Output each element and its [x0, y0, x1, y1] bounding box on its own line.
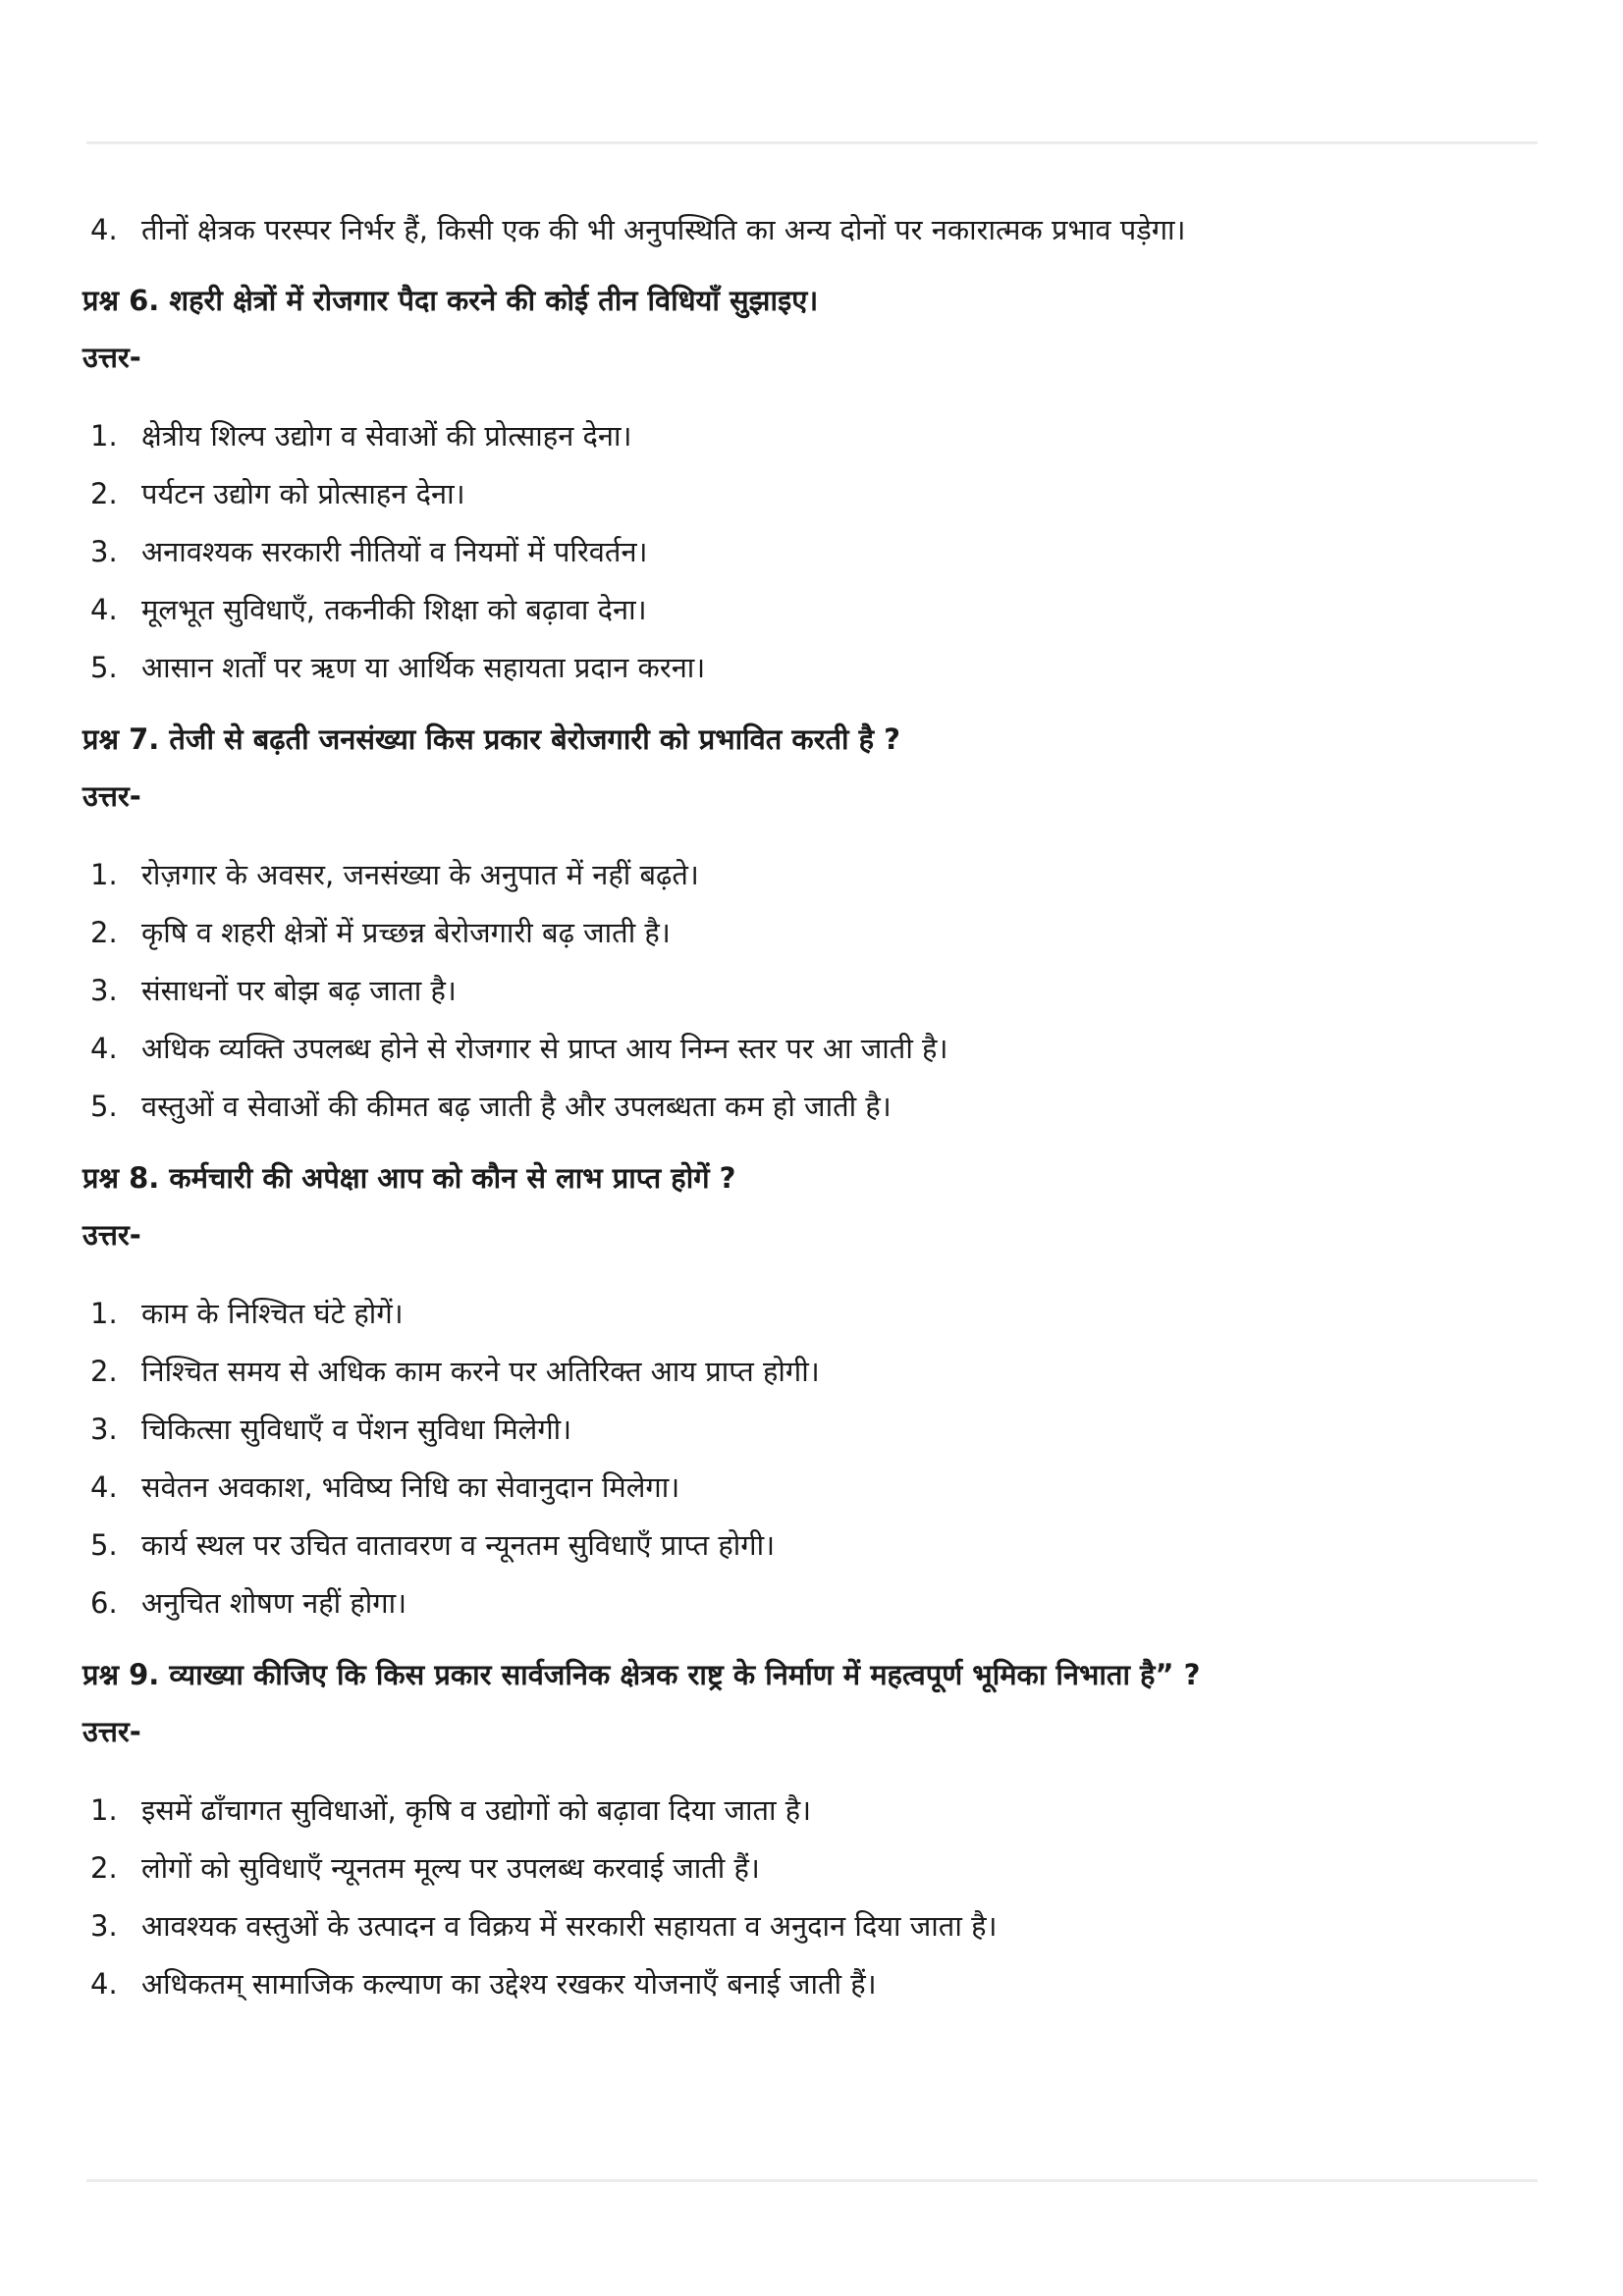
list-text: सवेतन अवकाश, भविष्य निधि का सेवानुदान मिलेगा। — [141, 1470, 680, 1504]
list-number: 1. — [90, 419, 118, 453]
list-text: निश्चित समय से अधिक काम करने पर अतिरिक्त आय प्राप्त होगी। — [141, 1355, 820, 1388]
list-item — [90, 1575, 1536, 1632]
list-item — [90, 407, 1536, 465]
answer-label: उत्तर- — [82, 779, 141, 813]
list-item — [90, 1285, 1536, 1343]
list-number: 4. — [90, 1032, 118, 1065]
question-heading: प्रश्न 9. व्याख्या कीजिए कि किस प्रकार सार्वजनिक क्षेत्रक राष्ट्र के निर्माण में महत्वपूर्ण भूमिका निभाता है” ? — [82, 1658, 1201, 1691]
list-item — [90, 1782, 1536, 1840]
list-number: 2. — [90, 1355, 118, 1388]
top-divider — [86, 141, 1538, 144]
answer-list — [82, 1285, 1536, 1632]
answer-list — [82, 407, 1536, 697]
list-text: कृषि व शहरी क्षेत्रों में प्रच्छन्न बेरोजगारी बढ़ जाती है। — [141, 916, 671, 949]
question-heading: प्रश्न 6. शहरी क्षेत्रों में रोजगार पैदा करने की कोई तीन विधियाँ सुझाइए। — [82, 284, 819, 317]
list-item — [90, 1401, 1536, 1459]
list-text: इसमें ढाँचागत सुविधाओं, कृषि व उद्योगों को बढ़ावा दिया जाता है। — [141, 1793, 812, 1827]
list-text: आवश्यक वस्तुओं के उत्पादन व विक्रय में सरकारी सहायता व अनुदान दिया जाता है। — [141, 1909, 998, 1943]
list-item — [90, 1897, 1536, 1955]
list-text: क्षेत्रीय शिल्प उद्योग व सेवाओं की प्रोत्साहन देना। — [141, 419, 632, 453]
list-text: अधिकतम् सामाजिक कल्याण का उद्देश्य रखकर योजनाएँ बनाई जाती हैं। — [141, 1967, 877, 2001]
list-number: 1. — [90, 858, 118, 891]
list-number: 3. — [90, 535, 118, 568]
list-item — [90, 639, 1536, 697]
list-text: कार्य स्थल पर उचित वातावरण व न्यूनतम सुविधाएँ प्राप्त होगी। — [141, 1528, 776, 1562]
list-number: 1. — [90, 1793, 118, 1827]
list-number: 3. — [90, 1909, 118, 1943]
list-item — [90, 1840, 1536, 1897]
question-heading: प्रश्न 8. कर्मचारी की अपेक्षा आप को कौन से लाभ प्राप्त होगें ? — [82, 1161, 736, 1195]
list-number: 4. — [90, 213, 118, 246]
list-text: अनुचित शोषण नहीं होगा। — [141, 1586, 407, 1620]
document-body — [82, 201, 1536, 2013]
list-text: पर्यटन उद्योग को प्रोत्साहन देना। — [141, 477, 465, 510]
list-number: 5. — [90, 1528, 118, 1562]
answer-label: उत्तर- — [82, 341, 141, 374]
list-text: काम के निश्चित घंटे होगें। — [141, 1297, 404, 1330]
question-sections — [82, 272, 1536, 2013]
list-number: 2. — [90, 916, 118, 949]
list-text: वस्तुओं व सेवाओं की कीमत बढ़ जाती है और उपलब्धता कम हो जाती है। — [141, 1090, 892, 1123]
list-text: अधिक व्यक्ति उपलब्ध होने से रोजगार से प्राप्त आय निम्न स्तर पर आ जाती है। — [141, 1032, 948, 1065]
list-text: मूलभूत सुविधाएँ, तकनीकी शिक्षा को बढ़ावा देना। — [141, 593, 647, 626]
list-number: 2. — [90, 1851, 118, 1885]
answer-list — [82, 1782, 1536, 2013]
answer-list — [82, 846, 1536, 1136]
list-number: 4. — [90, 1967, 118, 2001]
list-text: चिकित्सा सुविधाएँ व पेंशन सुविधा मिलेगी। — [141, 1413, 572, 1446]
list-number: 3. — [90, 1413, 118, 1446]
list-item — [90, 1343, 1536, 1401]
list-number: 5. — [90, 1090, 118, 1123]
list-text: रोज़गार के अवसर, जनसंख्या के अनुपात में नहीं बढ़ते। — [141, 858, 699, 891]
list-number: 2. — [90, 477, 118, 510]
list-number: 1. — [90, 1297, 118, 1330]
list-number: 4. — [90, 593, 118, 626]
list-item — [90, 1955, 1536, 2013]
list-item — [90, 201, 1536, 258]
list-item — [90, 962, 1536, 1020]
list-text: लोगों को सुविधाएँ न्यूनतम मूल्य पर उपलब्ध करवाई जाती हैं। — [141, 1851, 760, 1885]
list-item — [90, 581, 1536, 639]
answer-label: उत्तर- — [82, 1715, 141, 1748]
list-item — [90, 846, 1536, 904]
list-number: 6. — [90, 1586, 118, 1620]
list-text: आसान शर्तों पर ऋण या आर्थिक सहायता प्रदान करना। — [141, 651, 706, 684]
list-item — [90, 1078, 1536, 1136]
list-item — [90, 1020, 1536, 1078]
list-number: 4. — [90, 1470, 118, 1504]
list-number: 3. — [90, 974, 118, 1007]
list-item — [90, 465, 1536, 523]
list-item — [90, 904, 1536, 962]
list-text: संसाधनों पर बोझ बढ़ जाता है। — [141, 974, 457, 1007]
list-item — [90, 1517, 1536, 1575]
list-item — [90, 523, 1536, 581]
list-text: अनावश्यक सरकारी नीतियों व नियमों में परिवर्तन। — [141, 535, 648, 568]
list-text: तीनों क्षेत्रक परस्पर निर्भर हैं, किसी एक की भी अनुपस्थिति का अन्य दोनों पर नकारात्मक प्रभाव पड़ेगा। — [141, 213, 1186, 246]
list-number: 5. — [90, 651, 118, 684]
question-heading: प्रश्न 7. तेजी से बढ़ती जनसंख्या किस प्रकार बेरोजगारी को प्रभावित करती है ? — [82, 722, 900, 756]
answer-label: उत्तर- — [82, 1218, 141, 1252]
bottom-divider — [86, 2179, 1538, 2182]
list-item — [90, 1459, 1536, 1517]
